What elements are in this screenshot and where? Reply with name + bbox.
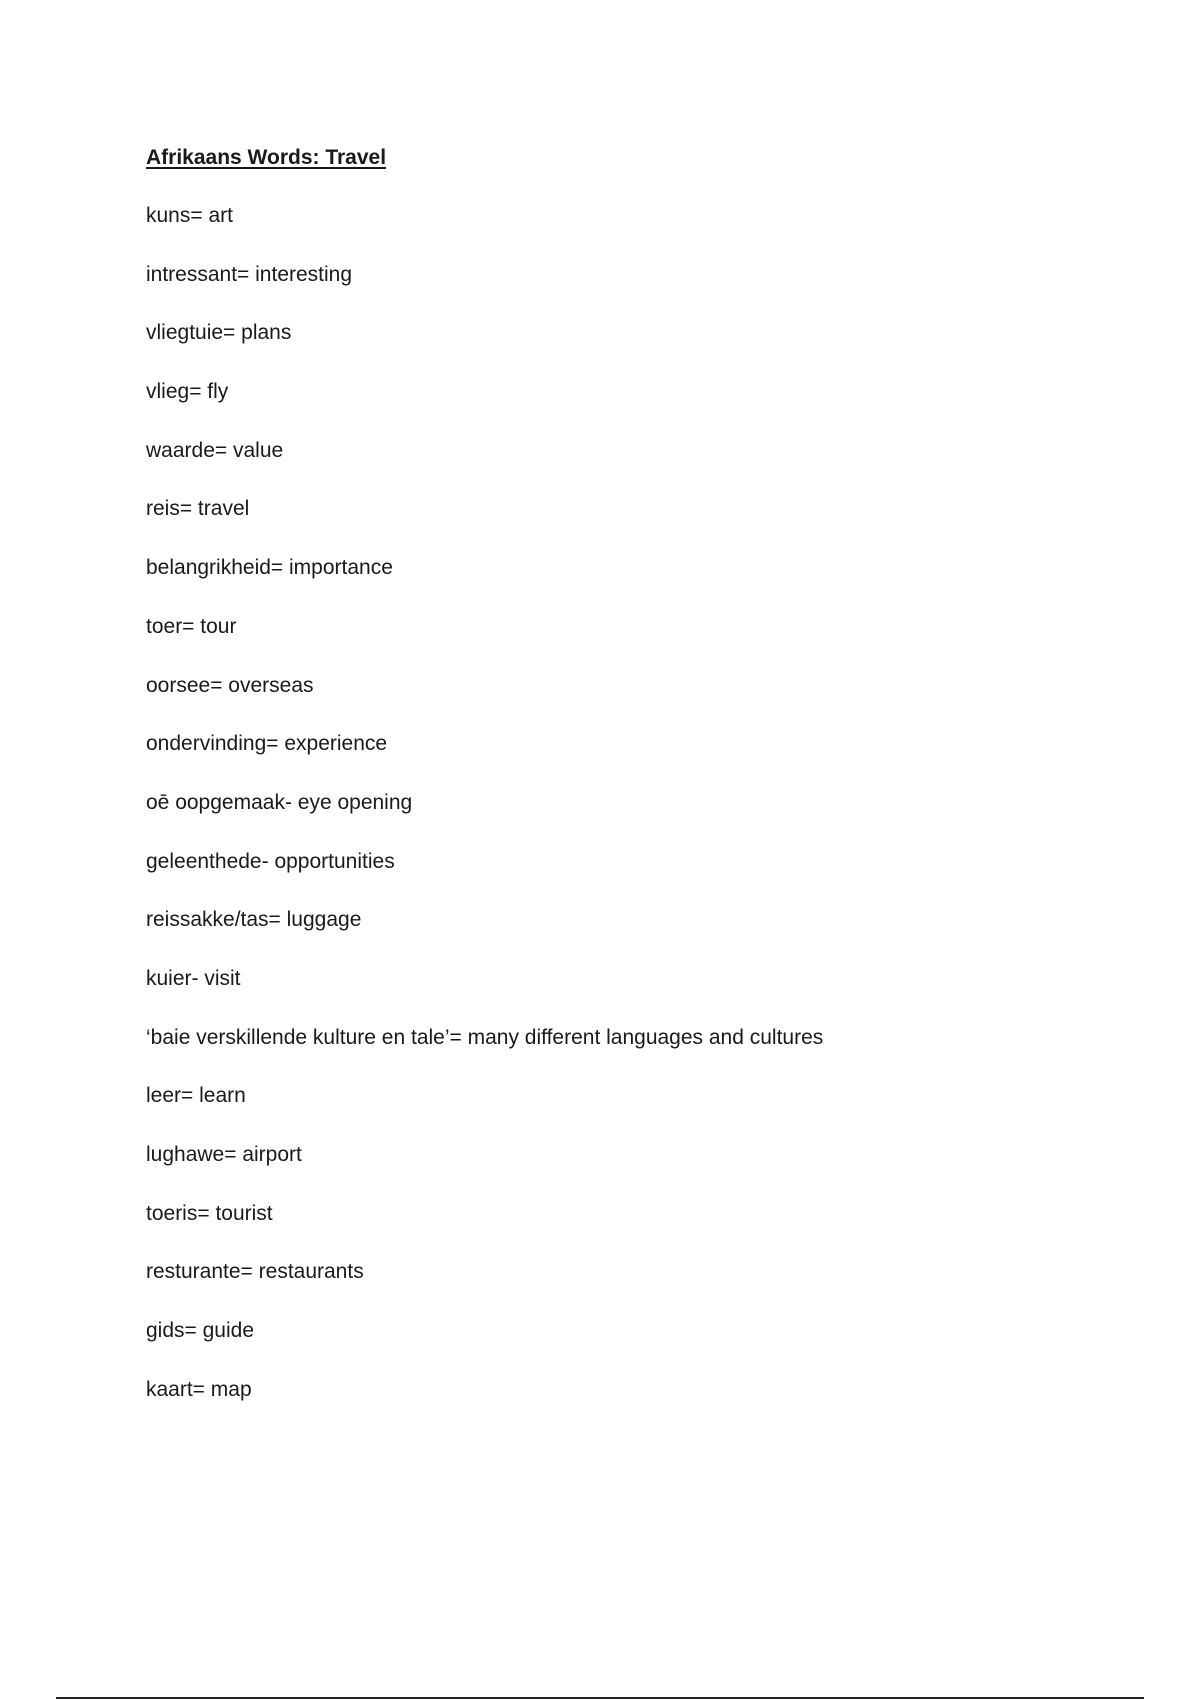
vocabulary-entry: belangrikheid= importance xyxy=(146,556,393,580)
vocabulary-entry: geleenthede- opportunities xyxy=(146,849,395,873)
vocabulary-entry: lughawe= airport xyxy=(146,1143,302,1166)
vocabulary-entry: oē oopgemaak- eye opening xyxy=(146,790,413,814)
vocabulary-entry: ondervinding= experience xyxy=(146,732,388,756)
vocabulary-entry: leer= learn xyxy=(146,1084,246,1108)
vocabulary-entry: reis= travel xyxy=(146,497,250,521)
vocabulary-entry: intressant= interesting xyxy=(146,262,353,286)
vocabulary-entry: ‘baie verskillende kulture en tale’= many different languages and cultures xyxy=(146,1025,824,1049)
footer-divider xyxy=(56,1697,1144,1699)
vocabulary-list xyxy=(146,203,823,1435)
vocabulary-entry: oorsee= overseas xyxy=(146,673,314,697)
vocabulary-entry: toer= tour xyxy=(146,614,237,638)
vocabulary-entry: gids= guide xyxy=(146,1319,255,1343)
vocabulary-entry: kuier- visit xyxy=(146,966,241,990)
vocabulary-entry: toeris= tourist xyxy=(146,1201,273,1225)
document-title: Afrikaans Words: Travel xyxy=(146,146,387,169)
vocabulary-entry: reissakke/tas= luggage xyxy=(146,908,362,932)
vocabulary-entry: vliegtuie= plans xyxy=(146,321,292,345)
vocabulary-entry: waarde= value xyxy=(146,438,284,462)
vocabulary-entry: vlieg= fly xyxy=(146,380,229,404)
vocabulary-entry: kaart= map xyxy=(146,1377,252,1401)
vocabulary-entry: kuns= art xyxy=(146,204,233,227)
vocabulary-entry: resturante= restaurants xyxy=(146,1260,364,1284)
